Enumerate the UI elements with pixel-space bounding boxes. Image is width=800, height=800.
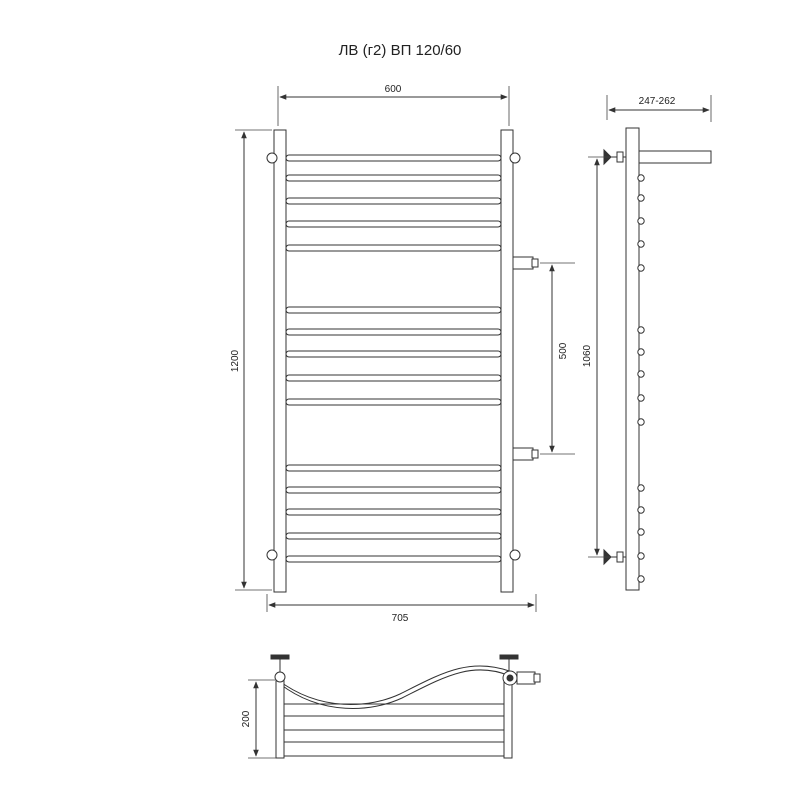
side-bar-end	[638, 529, 644, 535]
side-top-arm	[639, 151, 711, 163]
dim-depth	[241, 680, 276, 758]
side-bar-end	[638, 265, 644, 271]
crossbar	[286, 465, 501, 471]
connection-bottom	[513, 448, 538, 460]
mount-bottom-left	[267, 550, 277, 560]
top-wave-inner	[280, 670, 510, 709]
mount-top-left	[267, 153, 277, 163]
side-bar-end	[638, 371, 644, 377]
side-bar-end	[638, 195, 644, 201]
crossbar	[286, 533, 501, 539]
crossbar	[286, 556, 501, 562]
side-bar-end	[638, 553, 644, 559]
crossbar	[286, 399, 501, 405]
crossbar	[286, 351, 501, 357]
side-bar-end	[638, 419, 644, 425]
top-view	[271, 655, 540, 758]
dim-connection-distance-label: 500	[558, 342, 569, 360]
crossbar	[286, 221, 501, 227]
dim-mount-distance	[582, 157, 612, 557]
dim-connection-distance	[540, 263, 575, 454]
crossbar	[286, 245, 501, 251]
side-bar-end	[638, 218, 644, 224]
side-view	[604, 128, 711, 590]
mount-top-right	[510, 153, 520, 163]
crossbar	[286, 198, 501, 204]
crossbar	[286, 509, 501, 515]
front-view	[267, 130, 538, 592]
diagram-title: ЛВ (г2) ВП 120/60	[338, 42, 462, 59]
dim-mount-distance-label: 1060	[582, 344, 593, 368]
right-upright	[501, 130, 513, 592]
side-upright	[626, 128, 639, 590]
dim-wall-offset	[607, 95, 711, 122]
side-bar-end	[638, 576, 644, 582]
side-bar-end	[638, 327, 644, 333]
dim-total-height-label: 1200	[230, 349, 241, 373]
crossbar	[286, 375, 501, 381]
side-bar-end	[638, 241, 644, 247]
mount-bottom-right	[510, 550, 520, 560]
side-bar-end	[638, 395, 644, 401]
crossbar	[286, 307, 501, 313]
top-bar-lines	[284, 704, 504, 756]
crossbar	[286, 155, 501, 161]
side-bar-end	[638, 175, 644, 181]
dim-top-width-label: 600	[384, 84, 402, 95]
side-bar-end	[638, 507, 644, 513]
top-left-post	[276, 680, 284, 758]
top-right-post	[504, 676, 512, 758]
dim-overall-width	[267, 594, 536, 624]
side-bar-end	[638, 485, 644, 491]
crossbar-group	[286, 155, 501, 562]
top-wave-outer	[278, 666, 512, 705]
crossbar	[286, 175, 501, 181]
side-bar-end	[638, 349, 644, 355]
dim-total-height	[230, 130, 272, 590]
connection-top	[513, 257, 538, 269]
dim-overall-width-label: 705	[391, 613, 409, 624]
dim-wall-offset-label: 247-262	[638, 96, 676, 107]
top-connection	[503, 671, 540, 685]
top-mount-left	[271, 655, 289, 682]
crossbar	[286, 329, 501, 335]
dim-depth-label: 200	[241, 710, 252, 728]
dim-top-width	[278, 84, 509, 126]
crossbar	[286, 487, 501, 493]
left-upright	[274, 130, 286, 592]
